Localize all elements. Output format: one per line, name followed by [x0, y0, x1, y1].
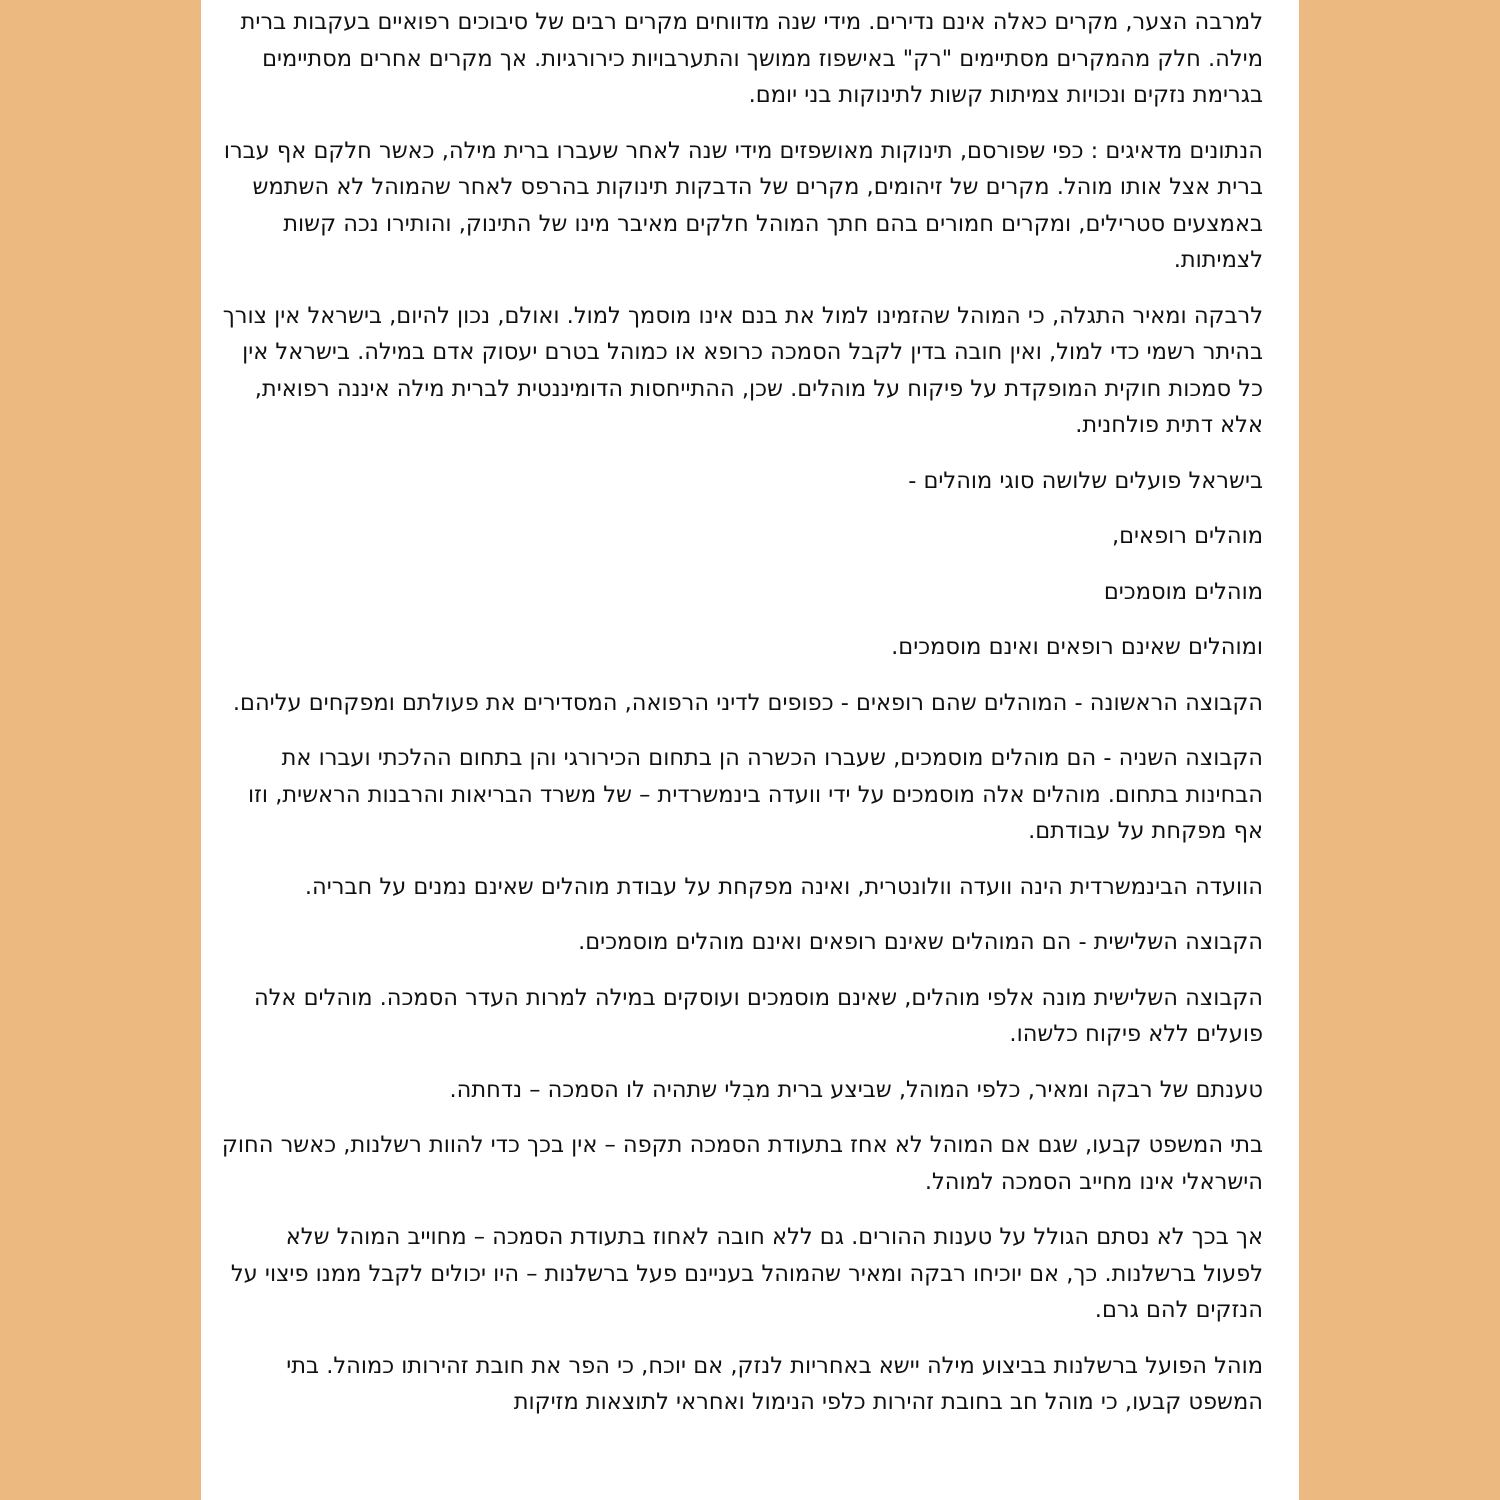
- paragraph-rare-cases: למרבה הצער, מקרים כאלה אינם נדירים. מידי שנה מדווחים מקרים רבים של סיבוכים רפואיים בעקבות ברית מילה. חלק מהמקרים מסתיימים "רק" באישפוז ממושך והתערבויות כירורגיות. אך מקרים אחרים מסתיימים בגרימת נזקים ונכויות צמיתות קשות לתינוקות בני יומם.: [240, 9, 1263, 108]
- paragraph-statistics: הנתונים מדאיגים : כפי שפורסם, תינוקות מאושפזים מידי שנה לאחר שעברו ברית מילה, כאשר חלקם אף עברו ברית אצל אותו מוהל. מקרים של זיהומים, מקרים של הדבקות תינוקות בהרפס לאחר שהמוהל לא השתמש באמצעים סטרילים, ומקרים חמורים בהם חתך המוהל חלקים מאיבר מינו של התינוק, והותירו נכה קשות לצמיתות.: [223, 137, 1263, 273]
- paragraph-third-group-count: הקבוצה השלישית מונה אלפי מוהלים, שאינם מוסמכים ועוסקים במילה למרות העדר הסמכה. מוהלים אלה פועלים ללא פיקוח כלשהו.: [253, 984, 1263, 1047]
- paragraph-third-group: הקבוצה השלישית - הם המוהלים שאינם רופאים ואינם מוהלים מוסמכים.: [578, 929, 1263, 955]
- document-page: [201, 0, 1299, 1500]
- paragraph-three-types-intro: בישראל פועלים שלושה סוגי מוהלים -: [908, 467, 1263, 494]
- paragraph-first-group: הקבוצה הראשונה - המוהלים שהם רופאים - כפופים לדיני הרפואה, המסדירים את פעולתם ומפקחים עליהם.: [232, 689, 1263, 716]
- paragraph-negligence-duty: אך בכך לא נסתם הגולל על טענות ההורים. גם ללא חובה לאחוז בתעודת הסמכה – מחוייב המוהל שלא לפעול ברשלנות. כך, אם יוכיחו רבקה ומאיר שהמוהל בעניינם פעל ברשלנות – היו יכולים לקבל ממנו פיצוי על הנזקים להם גרם.: [230, 1224, 1263, 1323]
- paragraph-liability: מוהל הפועל ברשלנות בביצוע מילה יישא באחריות לנזק, אם יוכח, כי הפר את חובת זהירותו כמוהל. בתי המשפט קבעו, כי מוהל חב בחובת זהירות כלפי הנימול ואחראי לתוצאות מזיקות: [286, 1352, 1263, 1415]
- paragraph-court-ruling: בתי המשפט קבעו, שגם אם המוהל לא אחז בתעודת הסמכה תקפה – אין בכך כדי להוות רשלנות, כאשר החוק הישראלי אינו מחייב הסמכה למוהל.: [221, 1132, 1263, 1195]
- paragraph-claim-rejected: טענתם של רבקה ומאיר, כלפי המוהל, שביצע ברית מבִלי שתהיה לו הסמכה – נדחתה.: [449, 1076, 1263, 1103]
- article-body: [221, 4, 1263, 1440]
- paragraph-no-license-required: לרבקה ומאיר התגלה, כי המוהל שהזמינו למול את בנם אינו מוסמך למול. ואולם, נכון להיום, בישראל אין צורך בהיתר רשמי כדי למול, ואין חובה בדין לקבל הסמכה כרופא או כמוהל בטרם יעסוק אדם במילה. בישראל אין כל סמכות חוקית המופקדת על פיקוח על מוהלים. שכן, ההתייחסות הדומיננטית לברית מילה איננה רפואית, אלא דתית פולחנית.: [222, 302, 1263, 438]
- paragraph-second-group: הקבוצה השניה - הם מוהלים מוסמכים, שעברו הכשרה הן בתחום הכירורגי והן בתחום ההלכתי ועברו את הבחינות בתחום. מוהלים אלה מוסמכים על ידי וועדה בינמשרדית – של משרד הבריאות והרבנות הראשית, וזו אף מפקחת על עבודתם.: [248, 745, 1263, 844]
- list-item-certified-mohels: מוהלים מוסמכים: [1103, 578, 1263, 605]
- list-item-doctor-mohels: מוהלים רופאים,: [1111, 523, 1263, 549]
- list-item-uncertified-mohels: ומוהלים שאינם רופאים ואינם מוסמכים.: [891, 634, 1263, 660]
- paragraph-committee: הוועדה הבינמשרדית הינה וועדה וולונטרית, ואינה מפקחת על עבודת מוהלים שאינם נמנים על חבריה.: [304, 873, 1263, 900]
